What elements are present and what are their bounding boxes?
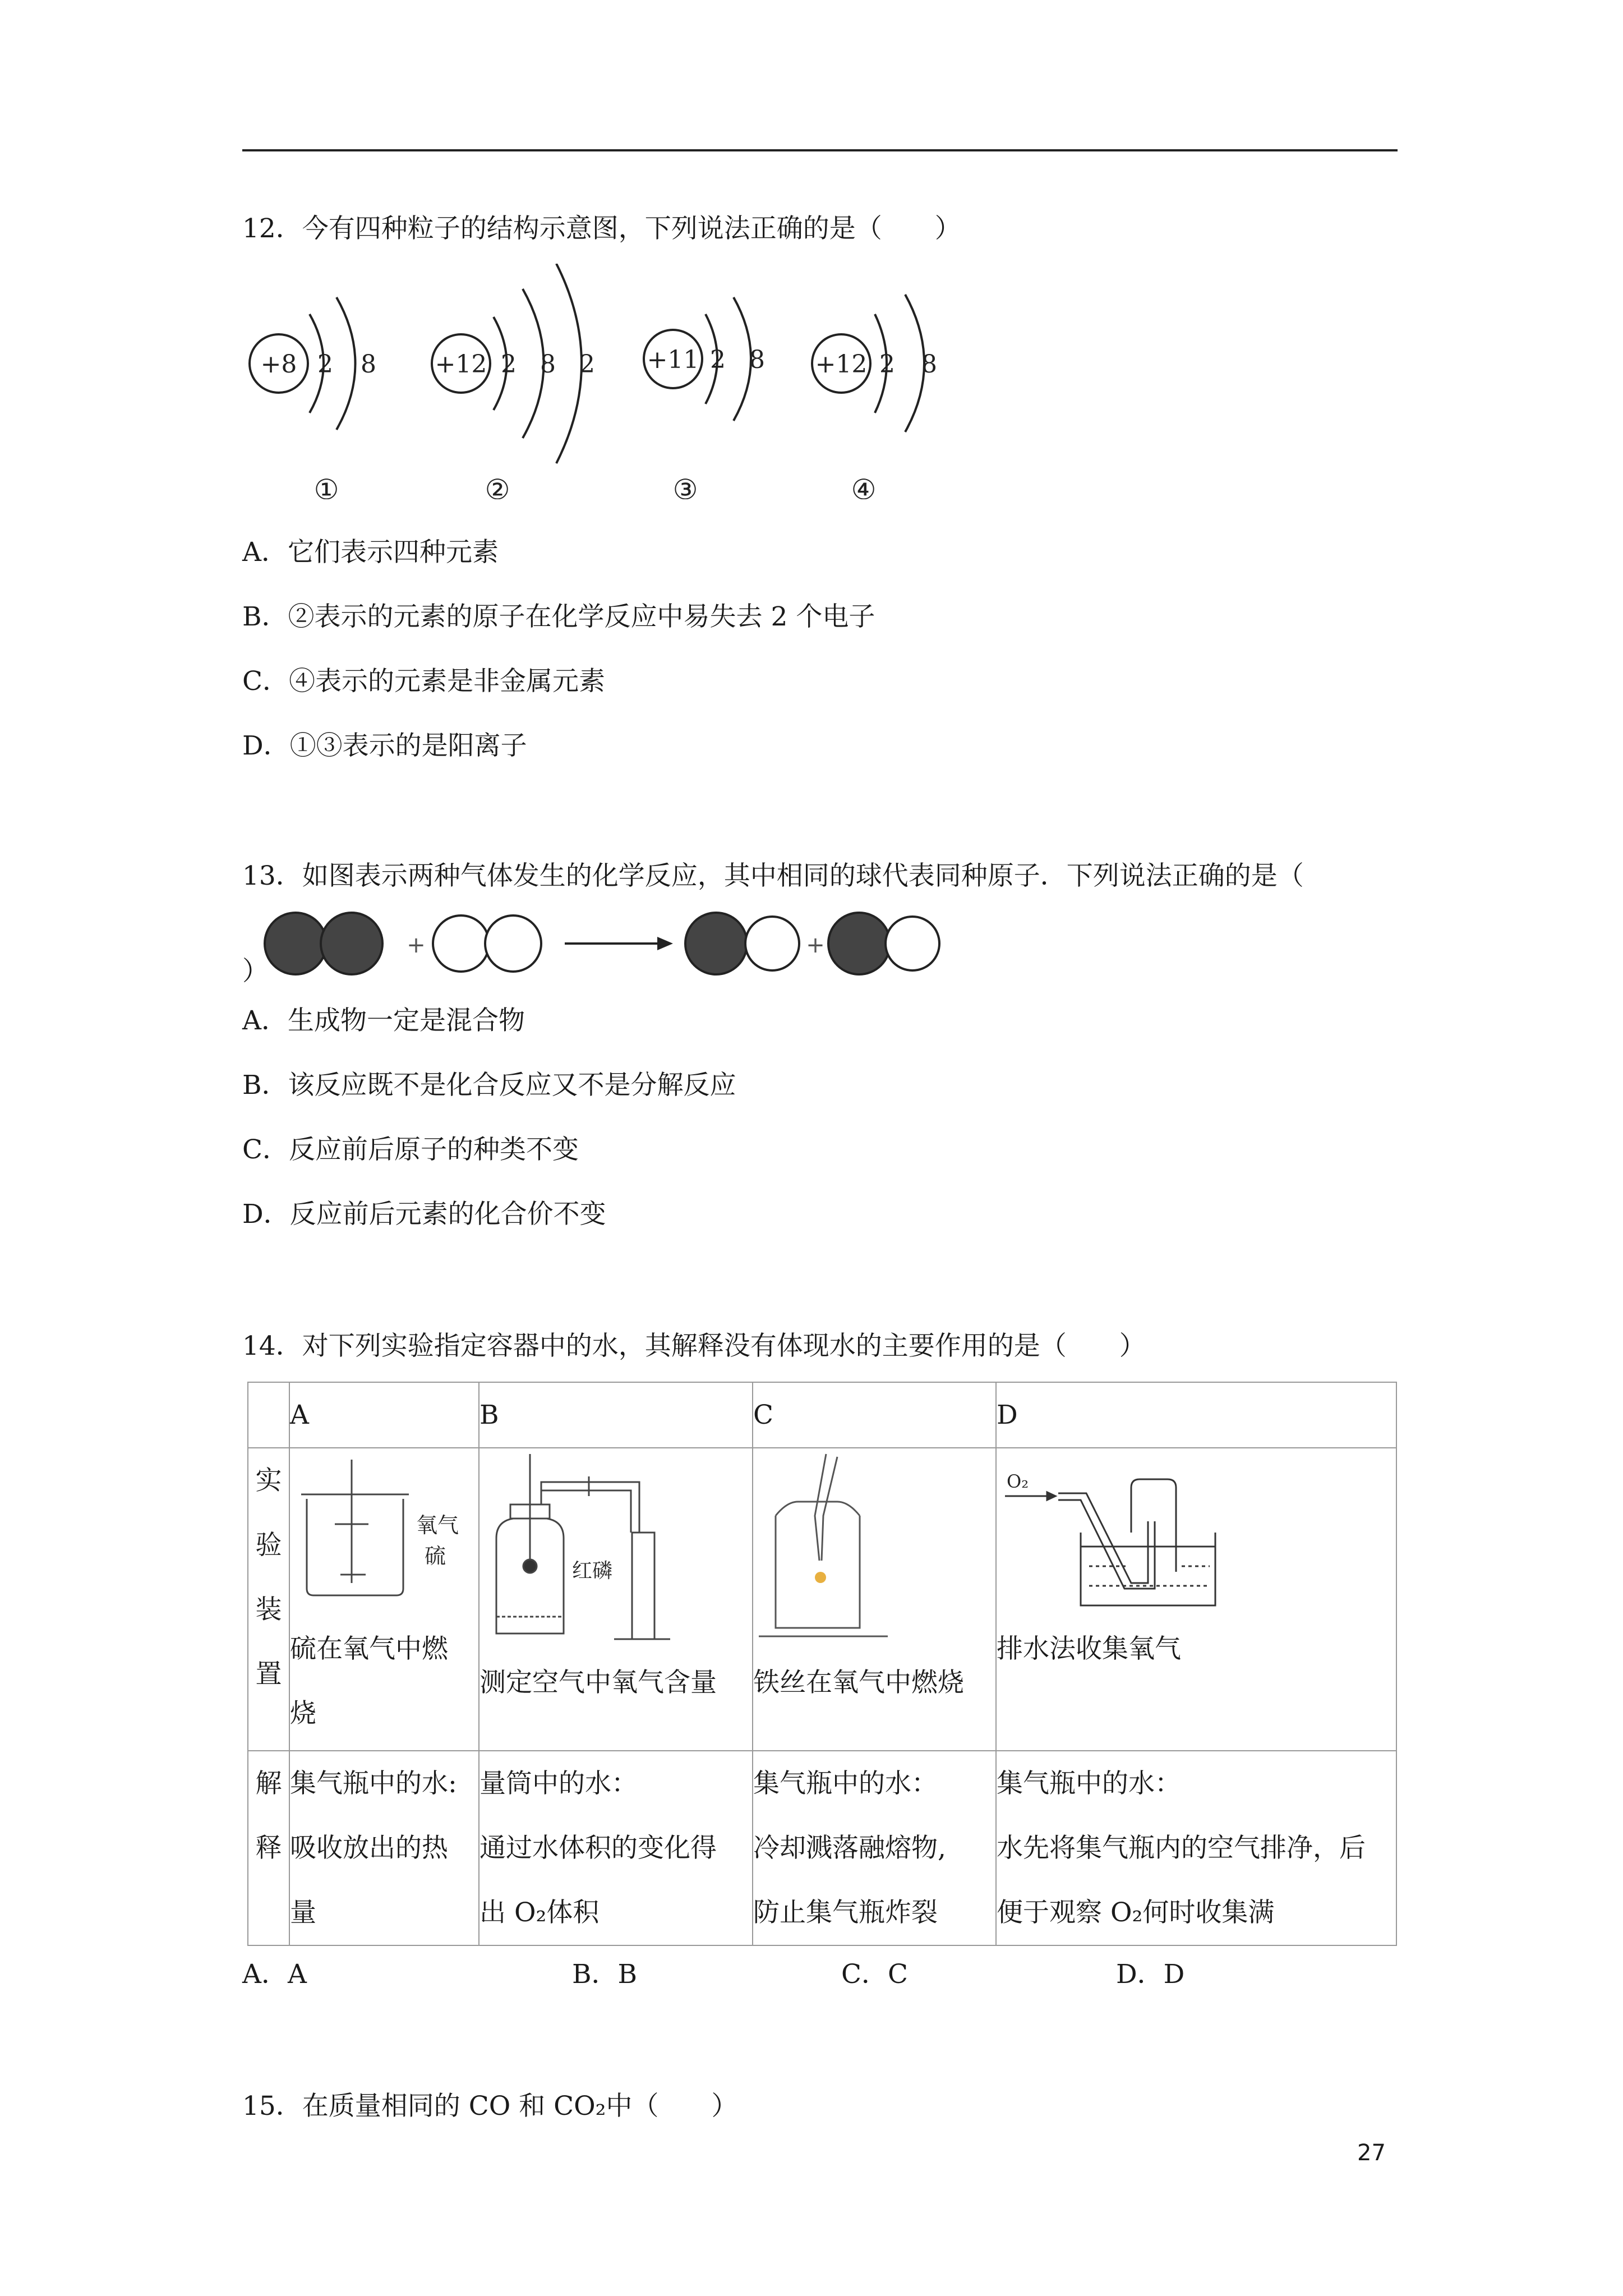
water-displacement-apparatus bbox=[997, 1448, 1389, 1617]
device-b-caption: 测定空气中氧气含量 bbox=[479, 1667, 717, 1698]
oxygen-content-apparatus bbox=[479, 1448, 749, 1650]
q13-option-d: D．反应前后元素的化合价不变 bbox=[242, 1199, 606, 1230]
label-o2: O₂ bbox=[1007, 1471, 1029, 1492]
explanation-a: 集气瓶中的水: 吸收放出的热 量 bbox=[289, 1751, 479, 1945]
q14-answer-c: C．C bbox=[841, 1959, 908, 1990]
column-header-d: D bbox=[996, 1382, 1396, 1448]
page-number: 27 bbox=[1357, 2140, 1386, 2166]
device-d-caption: 排水法收集氧气 bbox=[997, 1634, 1181, 1664]
explanation-row bbox=[248, 1751, 1396, 1945]
plus-sign-2: + bbox=[806, 932, 825, 958]
particle-1 bbox=[250, 297, 376, 499]
column-header-a: A bbox=[289, 1382, 479, 1448]
q13-option-c: C．反应前后原子的种类不变 bbox=[242, 1134, 579, 1165]
atomic-structure-diagrams bbox=[242, 264, 971, 499]
particle-2-shell-1: 2 bbox=[501, 350, 517, 379]
q14-answer-b: B．B bbox=[572, 1959, 638, 1990]
particle-2-shell-2: 8 bbox=[540, 350, 556, 379]
column-header-c: C bbox=[753, 1382, 996, 1448]
particle-3-nucleus: +11 bbox=[647, 346, 699, 374]
sulfur-combustion-apparatus bbox=[290, 1448, 475, 1617]
device-c-caption: 铁丝在氧气中燃烧 bbox=[753, 1667, 964, 1698]
particle-4 bbox=[812, 295, 937, 499]
particle-4-nucleus: +12 bbox=[815, 350, 868, 379]
q13-option-a: A．生成物一定是混合物 bbox=[242, 1005, 525, 1036]
particle-4-shell-2: 8 bbox=[921, 350, 937, 379]
device-row bbox=[248, 1448, 1396, 1751]
plus-sign-1: + bbox=[407, 932, 426, 958]
particle-2-nucleus: +12 bbox=[435, 350, 487, 379]
q12-option-d: D．①③表示的是阳离子 bbox=[242, 730, 527, 761]
q14-answer-a: A．A bbox=[242, 1959, 307, 1990]
q12-option-c: C．④表示的元素是非金属元素 bbox=[242, 666, 605, 697]
particle-1-nucleus: +8 bbox=[260, 350, 297, 379]
iron-combustion-apparatus bbox=[753, 1448, 989, 1650]
label-sulfur: 硫 bbox=[425, 1544, 446, 1568]
particle-1-label: ① bbox=[313, 473, 339, 499]
header-rule bbox=[242, 149, 1398, 151]
particle-3 bbox=[644, 297, 765, 499]
q14-answer-d: D．D bbox=[1116, 1959, 1185, 1990]
column-header-b: B bbox=[479, 1382, 753, 1448]
row-label-explanation: 解 释 bbox=[248, 1751, 289, 1945]
header-empty bbox=[248, 1382, 289, 1448]
explanation-d: 集气瓶中的水： 水先将集气瓶内的空气排净，后 便于观察 O₂何时收集满 bbox=[996, 1751, 1396, 1945]
q14-stem: 14．对下列实验指定容器中的水，其解释没有体现水的主要作用的是（ ） bbox=[242, 1331, 1146, 1361]
device-a-caption-line-2: 烧 bbox=[290, 1698, 316, 1729]
q12-option-a: A．它们表示四种元素 bbox=[242, 537, 499, 568]
q13-stem: 13．如图表示两种气体发生的化学反应，其中相同的球代表同种原子．下列说法正确的是（ bbox=[242, 861, 1304, 891]
q13-stem-end: ） bbox=[242, 956, 269, 987]
particle-4-shell-1: 2 bbox=[879, 350, 895, 379]
device-cell-c bbox=[753, 1448, 996, 1751]
device-cell-a bbox=[289, 1448, 479, 1751]
particle-1-shell-2: 8 bbox=[361, 350, 376, 379]
particle-3-shell-2: 8 bbox=[749, 346, 765, 374]
explanation-c: 集气瓶中的水： 冷却溅落融熔物, 防止集气瓶炸裂 bbox=[753, 1751, 996, 1945]
device-cell-d bbox=[996, 1448, 1396, 1751]
row-label-device: 实 验 装 置 bbox=[248, 1448, 289, 1751]
label-oxygen: 氧气 bbox=[416, 1513, 459, 1538]
particle-2 bbox=[432, 264, 595, 499]
q13-option-b: B．该反应既不是化合反应又不是分解反应 bbox=[242, 1070, 736, 1101]
particle-3-shell-1: 2 bbox=[710, 346, 726, 374]
device-cell-b bbox=[479, 1448, 753, 1751]
particle-1-shell-1: 2 bbox=[317, 350, 333, 379]
particle-3-label: ③ bbox=[672, 473, 698, 499]
label-red-phosphorus: 红磷 bbox=[572, 1559, 613, 1582]
q15-stem: 15．在质量相同的 CO 和 CO₂中（ ） bbox=[242, 2091, 738, 2122]
device-a-caption-line-1: 硫在氧气中燃 bbox=[290, 1634, 448, 1664]
experiment-table bbox=[247, 1382, 1397, 1946]
particle-2-label: ② bbox=[485, 473, 510, 499]
particle-2-shell-3: 2 bbox=[579, 350, 595, 379]
explanation-b: 量筒中的水： 通过水体积的变化得 出 O₂体积 bbox=[479, 1751, 753, 1945]
q12-stem: 12．今有四种粒子的结构示意图，下列说法正确的是（ ） bbox=[242, 213, 961, 244]
table-header-row bbox=[248, 1382, 1396, 1448]
q12-option-b: B．②表示的元素的原子在化学反应中易失去 2 个电子 bbox=[242, 601, 875, 632]
particle-4-label: ④ bbox=[851, 473, 877, 499]
reaction-diagram bbox=[242, 909, 971, 987]
